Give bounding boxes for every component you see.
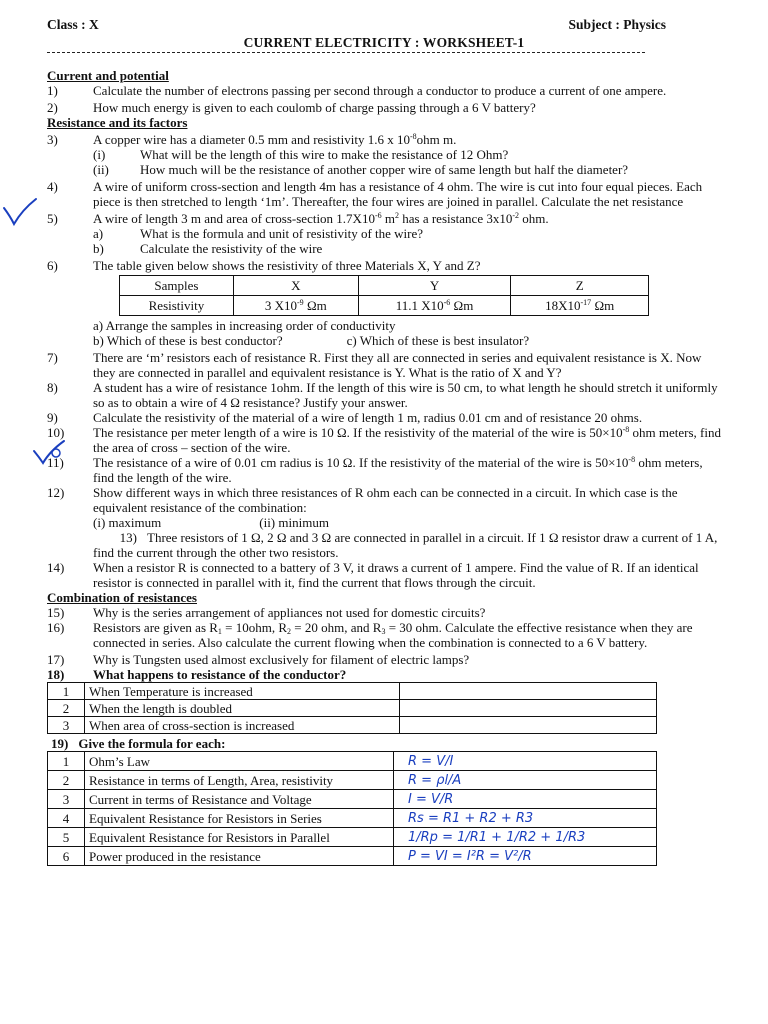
question-text: When a resistor R is connected to a battery of 3 V, it draws a current of 1 ampere. Find the value of R. If an identical resistor is connected in parallel with it, find the current that flows through the circuit.	[93, 560, 699, 590]
question-text: Why is the series arrangement of appliances not used for domestic circuits?	[93, 605, 486, 620]
question-text: ohm meters, find the area of cross – section of the wire.	[93, 425, 721, 455]
question-text: Three resistors of 1 Ω, 2 Ω and 3 Ω are connected in parallel in a circuit. If 1 Ω resistor draw a current of 1 A, find the current through the other two resistors.	[93, 530, 718, 560]
handwritten-answer: Rs = R1 + R2 + R3	[394, 809, 657, 828]
row-label: When area of cross-section is increased	[85, 717, 400, 734]
sub-question	[47, 241, 721, 256]
table-cell	[358, 296, 511, 316]
table-header-cell: Z	[511, 276, 649, 296]
question-18	[47, 667, 721, 682]
question-number: 17)	[47, 652, 65, 667]
cell-value: 18X10	[545, 298, 581, 313]
cell-unit: Ωm	[303, 298, 327, 313]
question-number: 18)	[47, 667, 65, 682]
question-number: 1)	[47, 83, 58, 98]
sub-question-text: c) Which of these is best insulator?	[346, 333, 530, 348]
question-number: 16)	[47, 620, 65, 635]
question-text: = 10ohm, R	[221, 620, 288, 635]
question-4	[47, 179, 721, 209]
question-16	[47, 620, 721, 650]
exponent: 2	[395, 211, 399, 220]
subscript: 2	[287, 627, 292, 636]
table-row	[48, 771, 657, 790]
question-text: A student has a wire of resistance 1ohm. If the length of this wire is 50 cm, to what length he should stretch it uniformly so as to obtain a wire of 4 Ω resistance? Justify your answer.	[93, 380, 718, 410]
subject-label: Subject : Physics	[568, 17, 666, 32]
question-number: 11)	[47, 455, 64, 470]
handwritten-answer: P = VI = I²R = V²/R	[394, 847, 657, 866]
subscript: 3	[381, 627, 386, 636]
table-row	[48, 790, 657, 809]
sub-question-text: What is the formula and unit of resistivity of the wire?	[140, 226, 424, 241]
question-12	[47, 485, 721, 515]
answer-cell	[400, 700, 657, 717]
section-heading: Combination of resistances	[47, 590, 197, 605]
sub-question-text: What will be the length of this wire to make the resistance of 12 Ohm?	[140, 147, 509, 162]
sub-question	[47, 333, 721, 348]
answer-cell	[400, 717, 657, 734]
handwritten-answer: I = V/R	[394, 790, 657, 809]
question-text: Calculate the number of electrons passing per second through a conductor to produce a current of one ampere.	[93, 83, 667, 98]
question-number: 12)	[47, 485, 65, 500]
question-17	[47, 652, 721, 667]
sub-question-text: (i) maximum	[93, 515, 162, 530]
row-label: Ohm’s Law	[85, 752, 394, 771]
question-text: A wire of uniform cross-section and length 4m has a resistance of 4 ohm. The wire is cut into four equal pieces. Each piece is then stretched to length ‘1m’. Thereafter, the four wires are joined in parallel. Calculate the net resistance	[93, 179, 703, 209]
question-number: 10)	[47, 425, 65, 440]
answer-cell	[400, 683, 657, 700]
cell-unit: Ωm	[450, 298, 474, 313]
row-label: When the length is doubled	[85, 700, 400, 717]
row-number: 2	[48, 771, 85, 790]
row-label: Equivalent Resistance for Resistors in Parallel	[85, 828, 394, 847]
sub-question-text: Calculate the resistivity of the wire	[140, 241, 323, 256]
question-text: A copper wire has a diameter 0.5 mm and resistivity 1.6 x 10	[93, 132, 410, 147]
question-text: m	[381, 211, 395, 226]
table-header-cell: X	[233, 276, 358, 296]
row-number: 3	[48, 790, 85, 809]
question-text: ohm meters, find the length of the wire.	[93, 455, 703, 485]
row-number: 3	[48, 717, 85, 734]
question-6	[47, 258, 721, 273]
question-7	[47, 350, 721, 380]
exponent: -8	[409, 132, 417, 141]
question-text: ohm.	[519, 211, 549, 226]
question-8	[47, 380, 721, 410]
question-text: Resistors are given as R	[93, 620, 218, 635]
question-number: 8)	[47, 380, 58, 395]
exponent: -6	[374, 211, 382, 220]
resistance-change-table	[47, 682, 657, 734]
cell-value: 11.1 X10	[395, 298, 444, 313]
row-number: 5	[48, 828, 85, 847]
section-heading: Resistance and its factors	[47, 115, 188, 130]
question-5	[47, 211, 721, 226]
row-number: 1	[48, 752, 85, 771]
row-label: Current in terms of Resistance and Voltage	[85, 790, 394, 809]
question-13	[47, 530, 721, 560]
question-3	[47, 132, 721, 147]
question-number: 6)	[47, 258, 58, 273]
table-header-cell: Samples	[120, 276, 234, 296]
sub-question	[47, 515, 721, 530]
question-number: 2)	[47, 100, 58, 115]
checkmark-icon	[0, 196, 40, 230]
worksheet-title: CURRENT ELECTRICITY : WORKSHEET-1	[243, 35, 525, 50]
sub-question	[47, 162, 721, 177]
table-row	[48, 847, 657, 866]
question-text: What happens to resistance of the conductor?	[93, 667, 347, 682]
question-text: The table given below shows the resistivity of three Materials X, Y and Z?	[93, 258, 481, 273]
cell-unit: Ωm	[591, 298, 615, 313]
sub-question-number: (i)	[93, 147, 106, 162]
question-text: = 30 ohm. Calculate the effective resistance when they are connected in series. Also calculate the current flowing when the combination is connected to a 6 V battery.	[93, 620, 693, 650]
question-text: How much energy is given to each coulomb of charge passing through a 6 V battery?	[93, 100, 536, 115]
row-label: Resistance in terms of Length, Area, resistivity	[85, 771, 394, 790]
question-number: 15)	[47, 605, 65, 620]
sub-question-text: How much will be the resistance of another copper wire of same length but half the diameter?	[140, 162, 629, 177]
row-number: 6	[48, 847, 85, 866]
question-text: Why is Tungsten used almost exclusively for filament of electric lamps?	[93, 652, 470, 667]
formula-table	[47, 751, 657, 866]
question-text: There are ‘m’ resistors each of resistance R. First they all are connected in series and equivalent resistance is X. Now they are connected in parallel and equivalent resistance is Y. What is the ratio of X and Y?	[93, 350, 702, 380]
header-divider	[47, 52, 645, 53]
question-number: 4)	[47, 179, 58, 194]
sub-question-text: b) Which of these is best conductor?	[93, 333, 283, 348]
exponent: -17	[580, 298, 592, 307]
question-1	[47, 83, 721, 98]
question-number: 7)	[47, 350, 58, 365]
question-number: 3)	[47, 132, 58, 147]
exponent: -8	[628, 455, 636, 464]
row-label: When Temperature is increased	[85, 683, 400, 700]
handwritten-answer: R = ρl/A	[394, 771, 657, 790]
question-number: 19)	[51, 736, 69, 751]
table-row	[120, 296, 649, 316]
table-row	[48, 828, 657, 847]
sub-question-number: b)	[93, 241, 104, 256]
table-row	[48, 700, 657, 717]
exponent: -2	[512, 211, 520, 220]
question-text: The resistance per meter length of a wire is 10 Ω. If the resistivity of the material of the wire is 50×10	[93, 425, 623, 440]
question-number: 5)	[47, 211, 58, 226]
question-11	[47, 455, 721, 485]
table-header-cell: Y	[358, 276, 511, 296]
sub-question: a) Arrange the samples in increasing order of conductivity	[93, 318, 396, 333]
sub-question-number: (ii)	[93, 162, 109, 177]
question-text: ohm m.	[416, 132, 457, 147]
question-number: 9)	[47, 410, 58, 425]
row-number: 2	[48, 700, 85, 717]
row-number: 4	[48, 809, 85, 828]
table-cell	[233, 296, 358, 316]
sub-question-number: a)	[93, 226, 104, 241]
resistivity-table	[119, 275, 649, 316]
table-cell: Resistivity	[120, 296, 234, 316]
worksheet-content	[47, 68, 721, 866]
row-number: 1	[48, 683, 85, 700]
section-heading: Current and potential	[47, 68, 169, 83]
subscript: 1	[217, 627, 222, 636]
table-row	[120, 276, 649, 296]
question-text: Calculate the resistivity of the material of a wire of length 1 m, radius 0.01 cm and of resistance 20 ohms.	[93, 410, 643, 425]
sub-question-text: (ii) minimum	[259, 515, 329, 530]
question-number: 13)	[119, 530, 137, 545]
question-15	[47, 605, 721, 620]
handwritten-answer: 1/Rp = 1/R1 + 1/R2 + 1/R3	[394, 828, 657, 847]
table-row	[48, 683, 657, 700]
row-label: Equivalent Resistance for Resistors in Series	[85, 809, 394, 828]
table-row	[48, 809, 657, 828]
row-label: Power produced in the resistance	[85, 847, 394, 866]
question-text: Give the formula for each:	[78, 736, 226, 751]
sub-question	[47, 147, 721, 162]
question-9	[47, 410, 721, 425]
question-number: 14)	[47, 560, 65, 575]
exponent: -6	[443, 298, 451, 307]
table-row	[48, 717, 657, 734]
table-row	[48, 752, 657, 771]
question-text: = 20 ohm, and R	[291, 620, 382, 635]
question-14	[47, 560, 721, 590]
question-19	[47, 736, 721, 751]
exponent: -9	[297, 298, 304, 307]
exponent: -8	[622, 425, 630, 434]
sub-question	[47, 226, 721, 241]
question-text: The resistance of a wire of 0.01 cm radius is 10 Ω. If the resistivity of the material of the wire is 50×10	[93, 455, 629, 470]
table-cell	[511, 296, 649, 316]
question-2	[47, 100, 721, 115]
question-text: has a resistance 3x10	[399, 211, 513, 226]
question-10	[47, 425, 721, 455]
question-text: Show different ways in which three resistances of R ohm each can be connected in a circuit. In which case is the equivalent resistance of the combination:	[93, 485, 678, 515]
question-text: A wire of length 3 m and area of cross-section 1.7X10	[93, 211, 375, 226]
handwritten-answer: R = V/I	[394, 752, 657, 771]
class-label: Class : X	[47, 17, 99, 32]
cell-value: 3 X10	[264, 298, 298, 313]
